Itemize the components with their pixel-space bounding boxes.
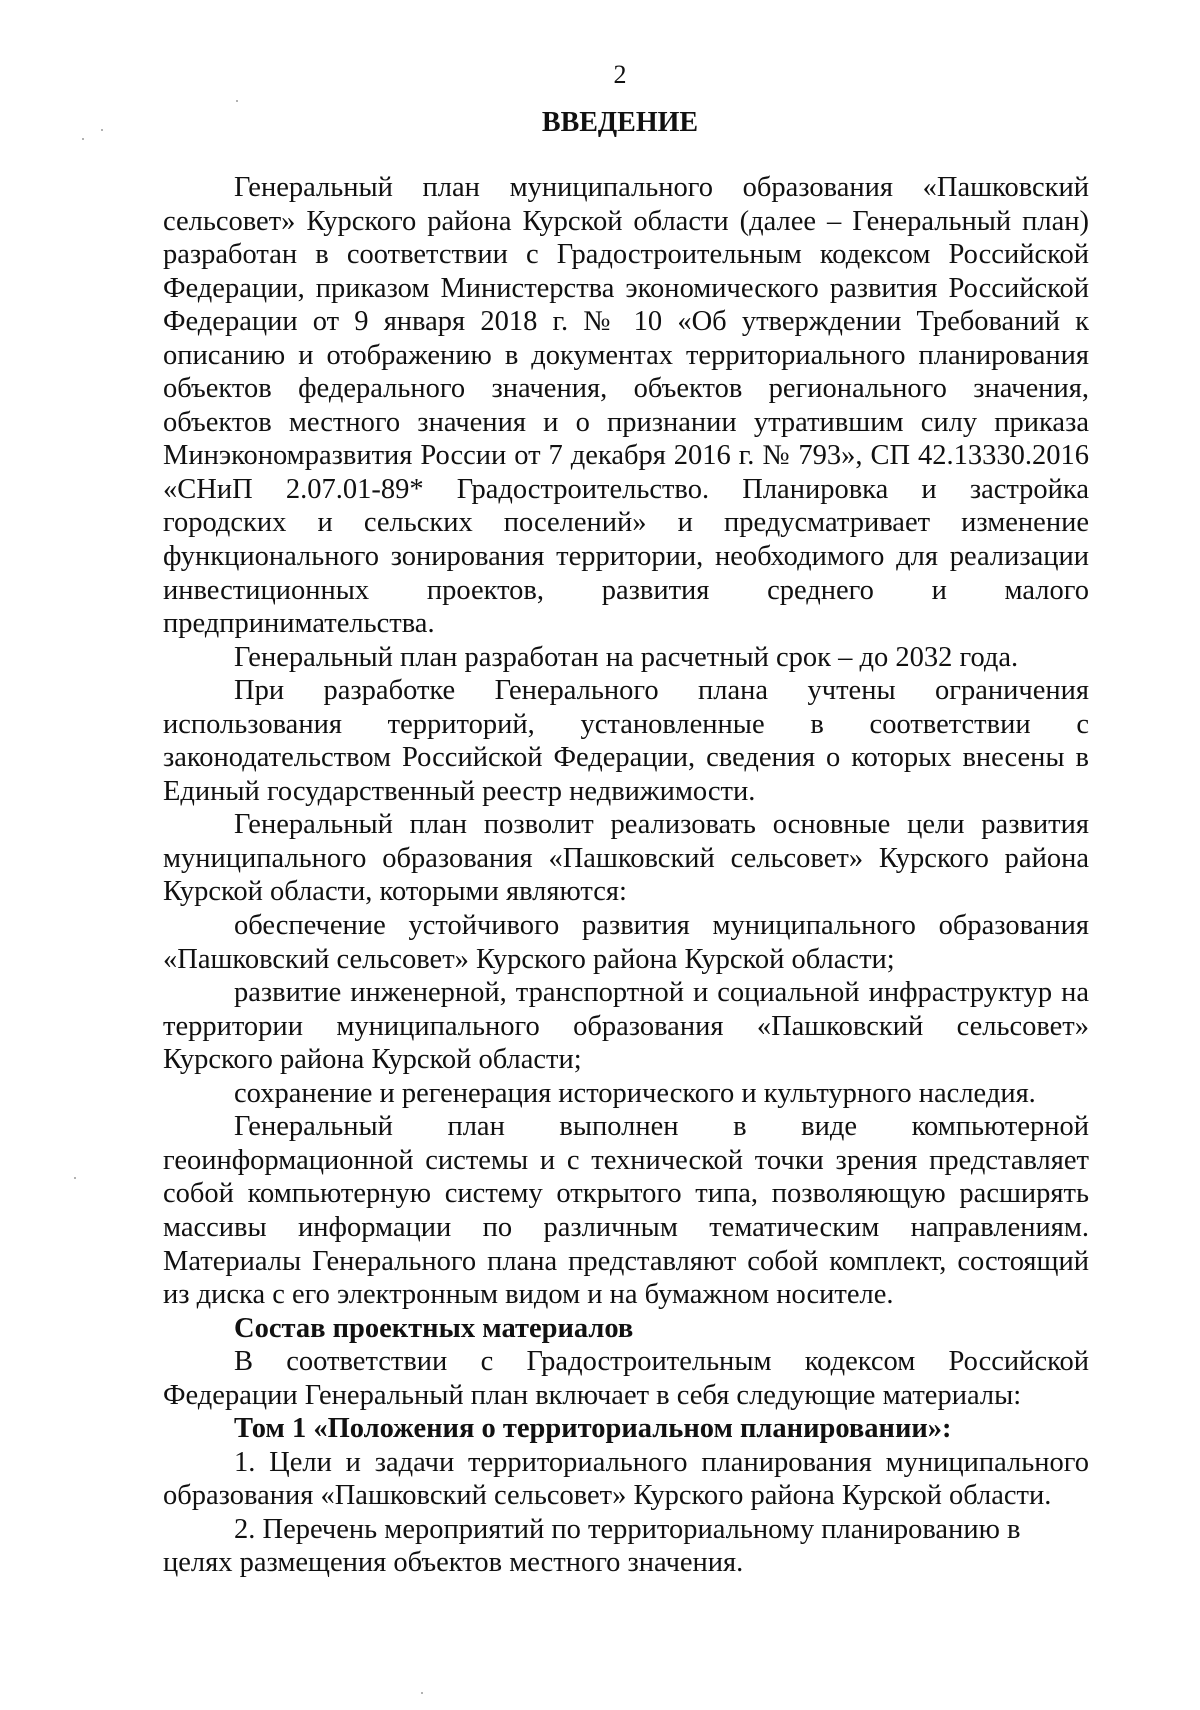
paragraph-gis: Генеральный план выполнен в виде компьютерной геоинформационной системы и с технической точки зрения представляет собой компьютерную систему открытого типа, позволяющую расширять массивы информации по различным тематическим направлениям. Материалы Генерального плана представляют собой комплект, состоящий из диска с его электронным видом и на бумажном носителе. xyxy=(163,1111,1089,1311)
list-item-measures: 2. Перечень мероприятий по территориальному планированию в целях размещения объектов местного значения. xyxy=(163,1513,1021,1579)
paragraph-goal-sustainable: обеспечение устойчивого развития муниципального образования «Пашковский сельсовет» Курского района Курской области; xyxy=(163,910,1089,975)
page-number: 2 xyxy=(613,60,627,89)
subheading-volume-1: Том 1 «Положения о территориальном планировании»: xyxy=(234,1413,952,1445)
body-text xyxy=(163,171,1089,1580)
list-item-goals: 1. Цели и задачи территориального планирования муниципального образования «Пашковский сельсовет» Курского района Курской области. xyxy=(163,1446,1089,1512)
paragraph-goals: Генеральный план позволит реализовать основные цели развития муниципального образования «Пашковский сельсовет» Курского района Курской области, которыми являются: xyxy=(163,809,1089,908)
scan-speck xyxy=(421,1692,423,1694)
paragraph-goal-infrastructure: развитие инженерной, транспортной и социальной инфраструктур на территории муниципального образования «Пашковский сельсовет» Курского района Курской области; xyxy=(163,977,1089,1076)
scan-speck xyxy=(101,129,103,131)
scan-speck xyxy=(82,138,84,140)
paragraph-materials: В соответствии с Градостроительным кодексом Российской Федерации Генеральный план включает в себя следующие материалы: xyxy=(163,1346,1089,1411)
paragraph-restrictions: При разработке Генерального плана учтены ограничения использования территорий, установленные в соответствии с законодательством Российской Федерации, сведения о которых внесены в Единый государственный реестр недвижимости. xyxy=(163,675,1089,807)
section-heading: ВВЕДЕНИЕ xyxy=(541,107,699,138)
paragraph-goal-heritage: сохранение и регенерация исторического и культурного наследия. xyxy=(234,1077,1036,1109)
scan-speck xyxy=(236,100,238,102)
paragraph-intro: Генеральный план муниципального образования «Пашковский сельсовет» Курского района Курской области (далее – Генеральный план) разработан в соответствии с Градостроительным кодексом Российской Федерации, приказом Министерства экономического развития Российской Федерации от 9 января 2018 г. № 10 «Об утверждении Требований к описанию и отображению в документах территориального планирования объектов федерального значения, объектов регионального значения, объектов местного значения и о признании утратившим силу приказа Минэкономразвития России от 7 декабря 2016 г. № 793», СП 42.13330.2016 «СНиП 2.07.01-89* Градостроительство. Планировка и застройка городских и сельских поселений» и предусматривает изменение функционального зонирования территории, необходимого для реализации инвестиционных проектов, развития среднего и малого предпринимательства. xyxy=(163,172,1089,640)
subheading-materials: Состав проектных материалов xyxy=(234,1312,634,1344)
paragraph-term: Генеральный план разработан на расчетный срок – до 2032 года. xyxy=(234,641,1019,673)
scan-speck xyxy=(74,1177,76,1179)
